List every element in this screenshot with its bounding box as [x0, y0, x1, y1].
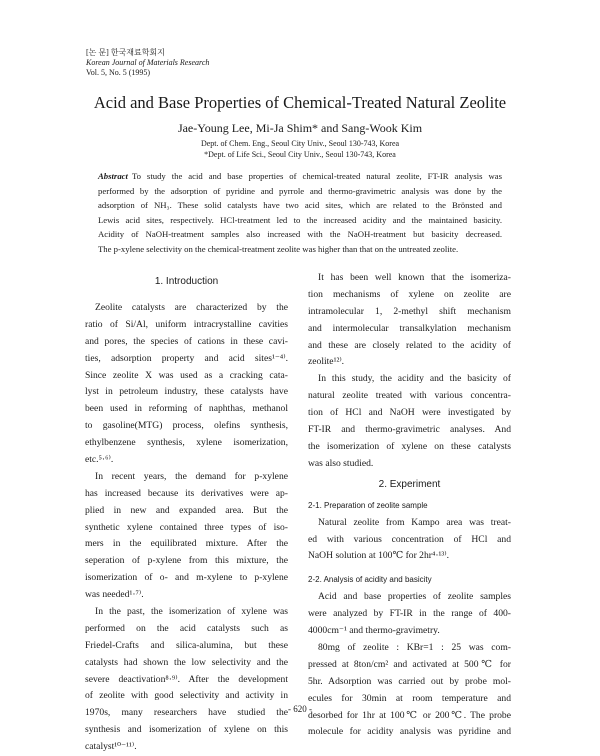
abstract-line: performed by the adsorption of pyridine and pyrrole and thermo-gravimetric analysis was done by the: [98, 185, 502, 196]
body-line: catalyst¹⁰⁻¹¹⁾.: [85, 741, 137, 753]
body-line: 80mg of zeolite : KBr=1 : 25 was com-: [318, 642, 511, 654]
body-line: and these are closely related to the acidity of: [308, 339, 511, 351]
intro-paragraph-5: [308, 371, 511, 472]
body-line: 4000cm⁻¹ and thermo-gravimetry.: [308, 625, 440, 637]
abstract-line-text: To study the acid and base properties of chemical-treated natural zeolite, FT-IR analysis was: [131, 171, 502, 181]
body-line: Since zeolite X was used as a cracking cata-: [85, 369, 288, 381]
journal-korean-name: [논 문] 한국재료학회지: [86, 48, 165, 57]
body-line: Friedel-Crafts and silica-alumina, but these: [85, 639, 288, 651]
body-line: seperation of p-xylene from this mixture, the: [85, 555, 288, 567]
body-line: NaOH solution at 100℃ for 2hr⁴·¹³⁾.: [308, 550, 450, 562]
body-line: ratio of Si/Al, uniform intracrystalline cavities: [85, 318, 288, 330]
affiliation-2: *Dept. of Life Sci., Seoul City Univ., Seoul 130-743, Korea: [204, 150, 396, 159]
body-line: synthesis and isomerization of xylene on this: [85, 724, 288, 736]
body-line: intramolecular 1, 2-methyl shift mechanism: [308, 305, 511, 317]
experiment-paragraph-2: [308, 589, 511, 741]
subsection-title-2-1: 2-1. Preparation of zeolite sample: [308, 500, 428, 510]
paper-title: Acid and Base Properties of Chemical-Treated Natural Zeolite: [93, 93, 507, 112]
body-line: It has been well known that the isomeriza-: [318, 272, 511, 283]
body-line: Zeolite catalysts are characterized by the: [95, 302, 288, 313]
abstract-line: Lewis acid sites, respectively. HCl-treatment led to the increased acidity and the maintained basicity.: [98, 214, 502, 225]
body-line: was needed¹·⁷⁾.: [85, 589, 144, 601]
affiliations: [0, 138, 600, 160]
abstract-line: [98, 169, 502, 184]
subsection-title-2-2: 2-2. Analysis of acidity and basicity: [308, 575, 432, 585]
body-line: severe deactivation⁸·⁹⁾. After the development: [85, 673, 288, 685]
body-line: the isomerization of xylene on these catalysts: [308, 440, 511, 452]
body-line: In this study, the acidity and the basicity of: [318, 373, 511, 385]
journal-header: [86, 48, 209, 78]
body-line: performed on the acid catalysts such as: [85, 622, 288, 634]
experiment-paragraph-1: [308, 515, 511, 566]
intro-paragraph-4: [308, 270, 511, 371]
body-line: Natural zeolite from Kampo area was treat-: [318, 516, 511, 528]
body-line: Acid and base properties of zeolite samples: [318, 591, 511, 603]
body-line: natural zeolite treated with various concentra-: [308, 390, 511, 402]
body-line: molecule for acidity analysis was pyridine and: [308, 726, 511, 738]
body-line: synthetic xylene contained three types of iso-: [85, 521, 288, 533]
body-line: to gasoline(MTG) process, olefins synthesis,: [85, 420, 288, 432]
body-line: were analyzed by FT-IR in the range of 400-: [308, 608, 511, 620]
body-line: and intermolecular transalkylation mechanism: [308, 322, 511, 334]
intro-paragraph-2: [85, 469, 288, 604]
body-line: catalysts had shown the low selectivity and the: [85, 656, 288, 668]
body-line: In the past, the isomerization of xylene was: [95, 606, 288, 618]
body-line: ed with various concentration of HCl and: [308, 533, 511, 545]
left-column: [85, 270, 288, 756]
body-line: pressed at 8ton/cm² and activated at 500℃ for: [308, 658, 511, 670]
body-line: FT-IR and thermo-gravimetric analyses. And: [308, 424, 511, 436]
journal-english-name: Korean Journal of Materials Research: [86, 58, 210, 67]
body-line: desorbed for 1hr at 100℃ or 200℃. The probe: [308, 709, 511, 721]
body-line: of zeolite with good selectivity and activity in: [85, 690, 288, 702]
body-line: and pores, the species of cations in these cavi-: [85, 335, 288, 347]
body-line: zeolite¹²⁾.: [308, 356, 345, 368]
body-line: ties, adsorption property and acid sites¹⁻⁴⁾.: [85, 352, 288, 364]
page-number: - 620 -: [288, 704, 312, 714]
abstract-line: Acidity of NaOH-treatment samples also increased with the NaOH-treatment but basicity decreased.: [98, 229, 502, 240]
affiliation-1: Dept. of Chem. Eng., Seoul City Univ., Seoul 130-743, Korea: [200, 139, 400, 148]
body-line: tion of HCl and NaOH were investigated by: [308, 407, 511, 419]
right-column: [308, 270, 511, 741]
body-line: has increased because its derivatives were ap-: [85, 487, 288, 499]
intro-paragraph-3: [85, 604, 288, 756]
journal-volume: Vol. 5, No. 5 (1995): [86, 68, 151, 77]
body-line: isomerization of o- and m-xylene to p-xylene: [85, 572, 288, 584]
paper-authors: Jae-Young Lee, Mi-Ja Shim* and Sang-Wook Kim: [177, 121, 423, 135]
body-line: plied in new and expanded area. But the: [85, 504, 288, 516]
body-line: 1970s, many researchers have studied the: [85, 707, 288, 719]
body-line: been used in reforming of naphthas, methanol: [85, 403, 288, 415]
section-title-introduction: 1. Introduction: [154, 276, 219, 287]
body-line: tion mechanisms of xylene on zeolite are: [308, 288, 511, 300]
abstract-line: adsorption of NH₃. These solid catalysts have two acid sites, which are related to the Brönsted and: [98, 200, 502, 211]
section-title-experiment: 2. Experiment: [378, 478, 441, 490]
body-line: ecules for 30min at room temperature and: [308, 692, 511, 704]
body-line: was also studied.: [308, 457, 374, 469]
body-line: In recent years, the demand for p-xylene: [95, 470, 288, 482]
body-line: mers in the equilibrated mixture. After the: [85, 538, 288, 550]
abstract: [98, 169, 502, 257]
body-line: etc.⁵·⁶⁾.: [85, 454, 114, 466]
abstract-label: Abstract: [98, 171, 128, 181]
abstract-line: The p-xylene selectivity on the chemical-treatment zeolite was higher than that on the untreated zeolite.: [98, 243, 459, 254]
body-line: ethylbenzene synthesis, xylene isomerization,: [85, 437, 288, 449]
intro-paragraph-1: [85, 300, 288, 469]
body-line: lyst in petroleum industry, these catalysts have: [85, 386, 288, 398]
body-line: 5hr. Adsorption was carried out by probe mol-: [308, 675, 511, 687]
